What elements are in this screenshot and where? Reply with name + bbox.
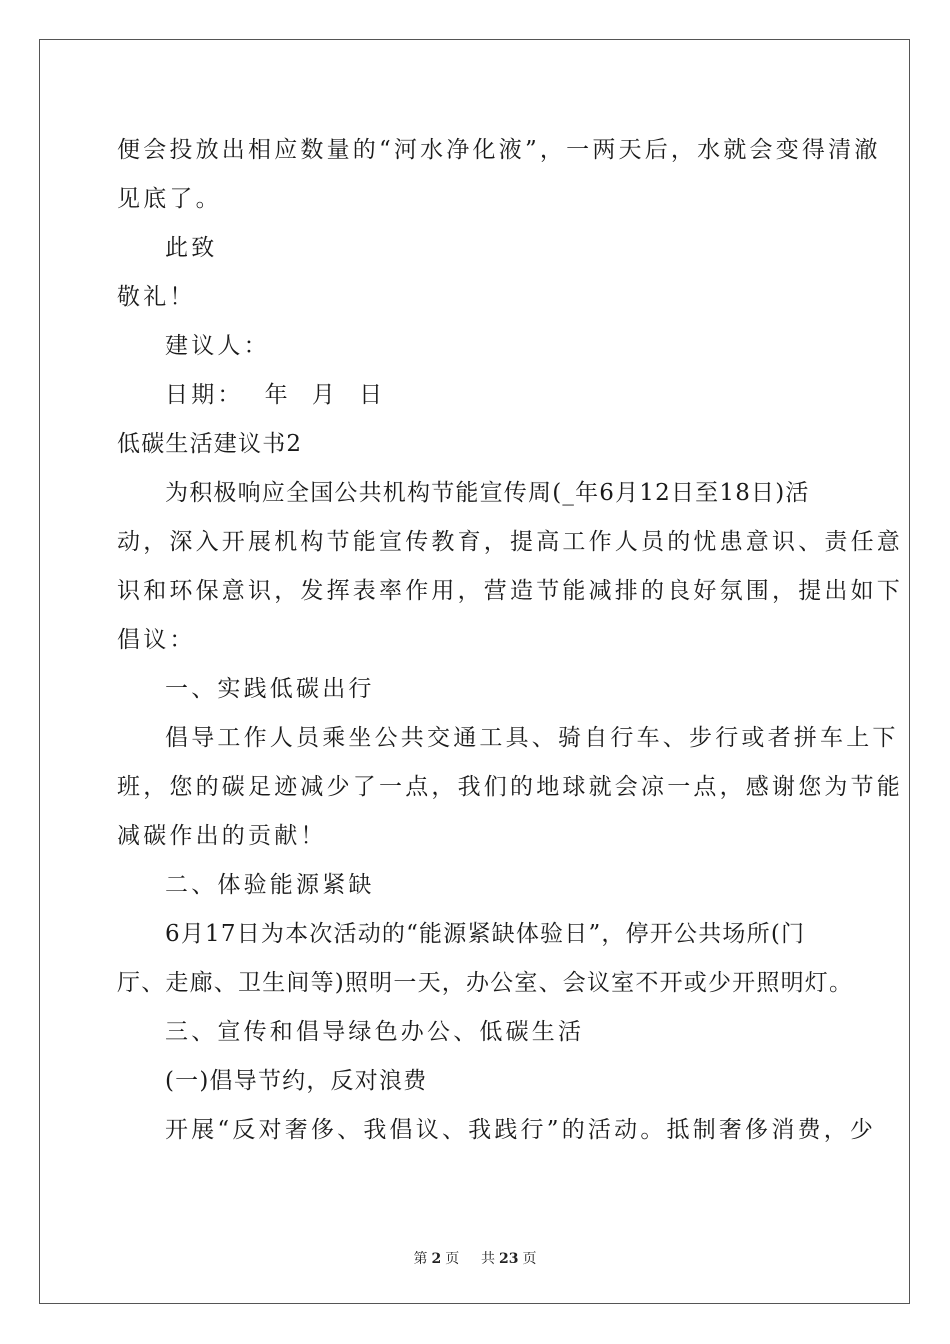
footer-page-unit: 页 [445, 1251, 460, 1267]
section-title: 低碳生活建议书2 [117, 431, 303, 457]
document-body [117, 126, 903, 1155]
paragraph-line: 便会投放出相应数量的“河水净化液”，一两天后，水就会变得清澈 [117, 137, 881, 163]
paragraph-line: 识和环保意识，发挥表率作用，营造节能减排的良好氛围，提出如下 [117, 578, 903, 604]
paragraph-line: 为积极响应全国公共机构节能宣传周(_年6月12日至18日)活 [165, 480, 810, 506]
heading-item: 一、实践低碳出行 [165, 676, 375, 702]
paragraph-line: 倡议： [117, 627, 196, 653]
footer-total-unit: 页 [522, 1251, 537, 1267]
proposer-label: 建议人： [165, 333, 270, 359]
paragraph-line: 6月17日为本次活动的“能源紧缺体验日”，停开公共场所(门 [165, 921, 806, 947]
date-label: 日期： 年 月 日 [165, 382, 386, 408]
footer-page-number: 2 [431, 1251, 442, 1267]
footer-page-prefix: 第 [413, 1251, 428, 1267]
heading-item: 三、宣传和倡导绿色办公、低碳生活 [165, 1019, 585, 1045]
paragraph-line: 减碳作出的贡献！ [117, 823, 327, 849]
paragraph-line: 厅、走廊、卫生间等)照明一天，办公室、会议室不开或少开照明灯。 [117, 970, 854, 996]
closing-salutation: 此致 [165, 235, 218, 261]
subheading-item: (一)倡导节约，反对浪费 [165, 1068, 428, 1094]
heading-item: 二、体验能源紧缺 [165, 872, 375, 898]
paragraph-line: 班，您的碳足迹减少了一点，我们的地球就会凉一点，感谢您为节能 [117, 774, 903, 800]
page-footer [0, 1248, 950, 1268]
footer-total-prefix: 共 [481, 1251, 496, 1267]
paragraph-line: 动，深入开展机构节能宣传教育，提高工作人员的忧患意识、责任意 [117, 529, 903, 555]
closing-regards: 敬礼！ [117, 284, 196, 310]
paragraph-line: 见底了。 [117, 186, 222, 212]
footer-total-pages: 23 [499, 1251, 519, 1267]
paragraph-line: 开展“反对奢侈、我倡议、我践行”的活动。抵制奢侈消费，少 [165, 1117, 877, 1143]
paragraph-line: 倡导工作人员乘坐公共交通工具、骑自行车、步行或者拼车上下 [165, 725, 899, 751]
